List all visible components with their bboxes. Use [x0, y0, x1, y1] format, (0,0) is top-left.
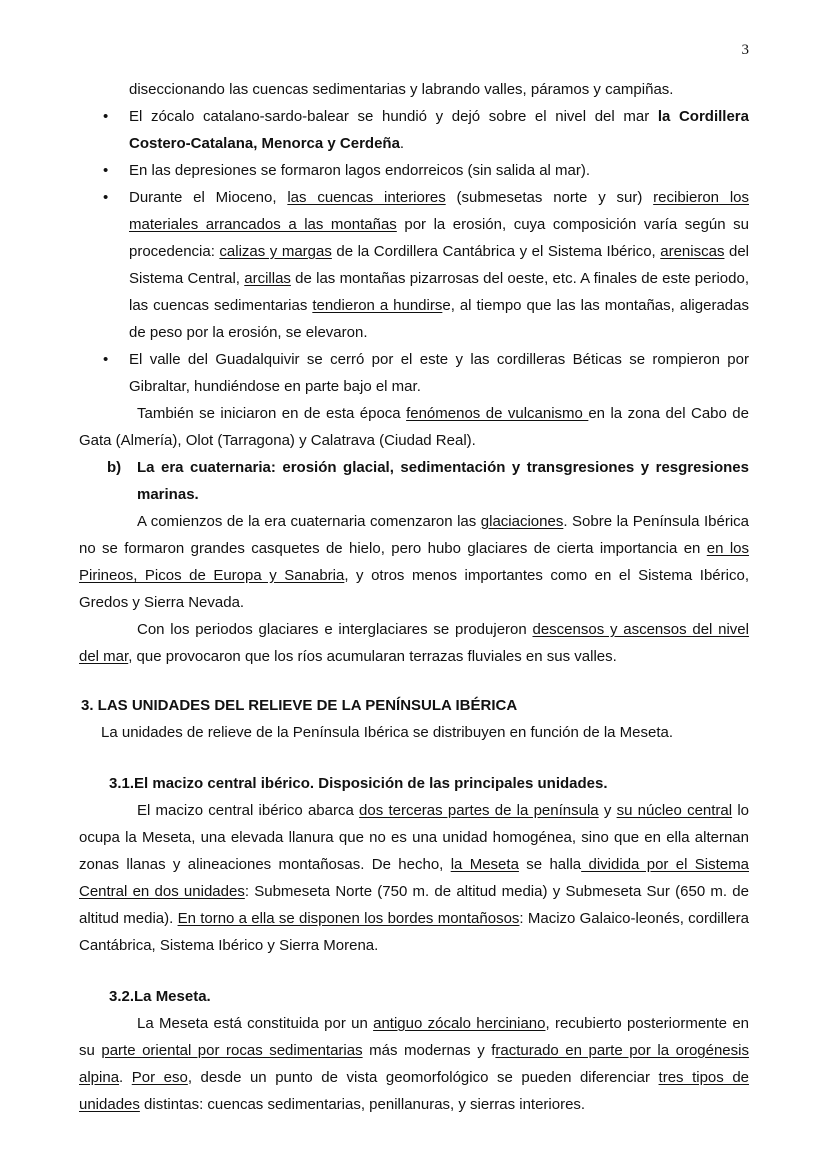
bullet-item: • El valle del Guadalquivir se cerró por el este y las cordilleras Béticas se rompieron por Gibraltar, hundiéndose en parte bajo el mar. — [79, 346, 749, 400]
section-3-1-paragraph: El macizo central ibérico abarca dos terceras partes de la península y su núcleo central lo ocupa la Meseta, una elevada llanura que no es una unidad homogénea, sino que en ella alternan zonas llanas y alineaciones montañosas. De hecho, la Meseta se halla dividida por el Sistema Central en dos unidades: Submeseta Norte (750 m. de altitud media) y Submeseta Sur (650 m. de altitud media). En torno a ella se disponen los bordes montañosos: Macizo Galaico-leonés, cordillera Cantábrica, Sistema Ibérico y Sierra Morena. — [79, 802, 750, 954]
section-3-1-heading: 3.1.El macizo central ibérico. Disposición de las principales unidades. — [109, 775, 608, 792]
section-3-2-heading: 3.2.La Meseta. — [109, 988, 211, 1005]
bullet-item: • Durante el Mioceno, las cuencas interiores (submesetas norte y sur) recibieron los materiales arrancados a las montañas por la erosión, cuya composición varía según su procedencia: calizas y margas de la Cordillera Cantábrica y el Sistema Ibérico, areniscas del Sistema Central, arcillas de las montañas pizarrosas del oeste, etc. A finales de este periodo, las cuencas sedimentarias tendieron a hundirse, al tiempo que las las montañas, aligeradas de peso por la erosión, se elevaron. — [79, 184, 749, 346]
section-b-heading: b) La era cuaternaria: erosión glacial, sedimentación y transgresiones y resgresiones marinas. — [107, 459, 749, 503]
bullet-icon: • — [103, 162, 109, 179]
glaciations-paragraph: A comienzos de la era cuaternaria comenzaron las glaciaciones. Sobre la Península Ibérica no se formaron grandes casquetes de hielo, pero hubo glaciares de cierta importancia en en los Pirineos, Picos de Europa y Sanabria, y otros menos importantes como en el Sistema Ibérico, Gredos y Sierra Nevada. — [79, 513, 750, 611]
section-3-2-paragraph: La Meseta está constituida por un antiguo zócalo herciniano, recubierto posteriormente en su parte oriental por rocas sedimentarias más modernas y fracturado en parte por la orogénesis alpina. Por eso, desde un punto de vista geomorfológico se pueden diferenciar tres tipos de unidades distintas: cuencas sedimentarias, penillanuras, y sierras interiores. — [79, 1015, 750, 1113]
bullet-icon: • — [103, 108, 109, 125]
bullet-icon: • — [103, 351, 109, 368]
page-content — [79, 76, 749, 1118]
periods-paragraph: Con los periodos glaciares e interglaciares se produjeron descensos y ascensos del nivel del mar, que provocaron que los ríos acumularan terrazas fluviales en sus valles. — [79, 621, 749, 665]
bullet-item: • El zócalo catalano-sardo-balear se hundió y dejó sobre el nivel del mar la Cordillera Costero-Catalana, Menorca y Cerdeña. — [79, 103, 749, 157]
volcanism-paragraph: También se iniciaron en de esta época fenómenos de vulcanismo en la zona del Cabo de Gata (Almería), Olot (Tarragona) y Calatrava (Ciudad Real). — [79, 405, 749, 449]
section-3-intro: La unidades de relieve de la Península Ibérica se distribuyen en función de la Meseta. — [101, 724, 674, 741]
bullet-item: • En las depresiones se formaron lagos endorreicos (sin salida al mar). — [79, 157, 749, 184]
bullet-icon: • — [103, 189, 109, 206]
continued-paragraph: diseccionando las cuencas sedimentarias y labrando valles, páramos y campiñas. — [129, 81, 674, 98]
section-3-heading: 3. LAS UNIDADES DEL RELIEVE DE LA PENÍNSULA IBÉRICA — [81, 697, 518, 714]
page-number: 3 — [741, 42, 749, 58]
